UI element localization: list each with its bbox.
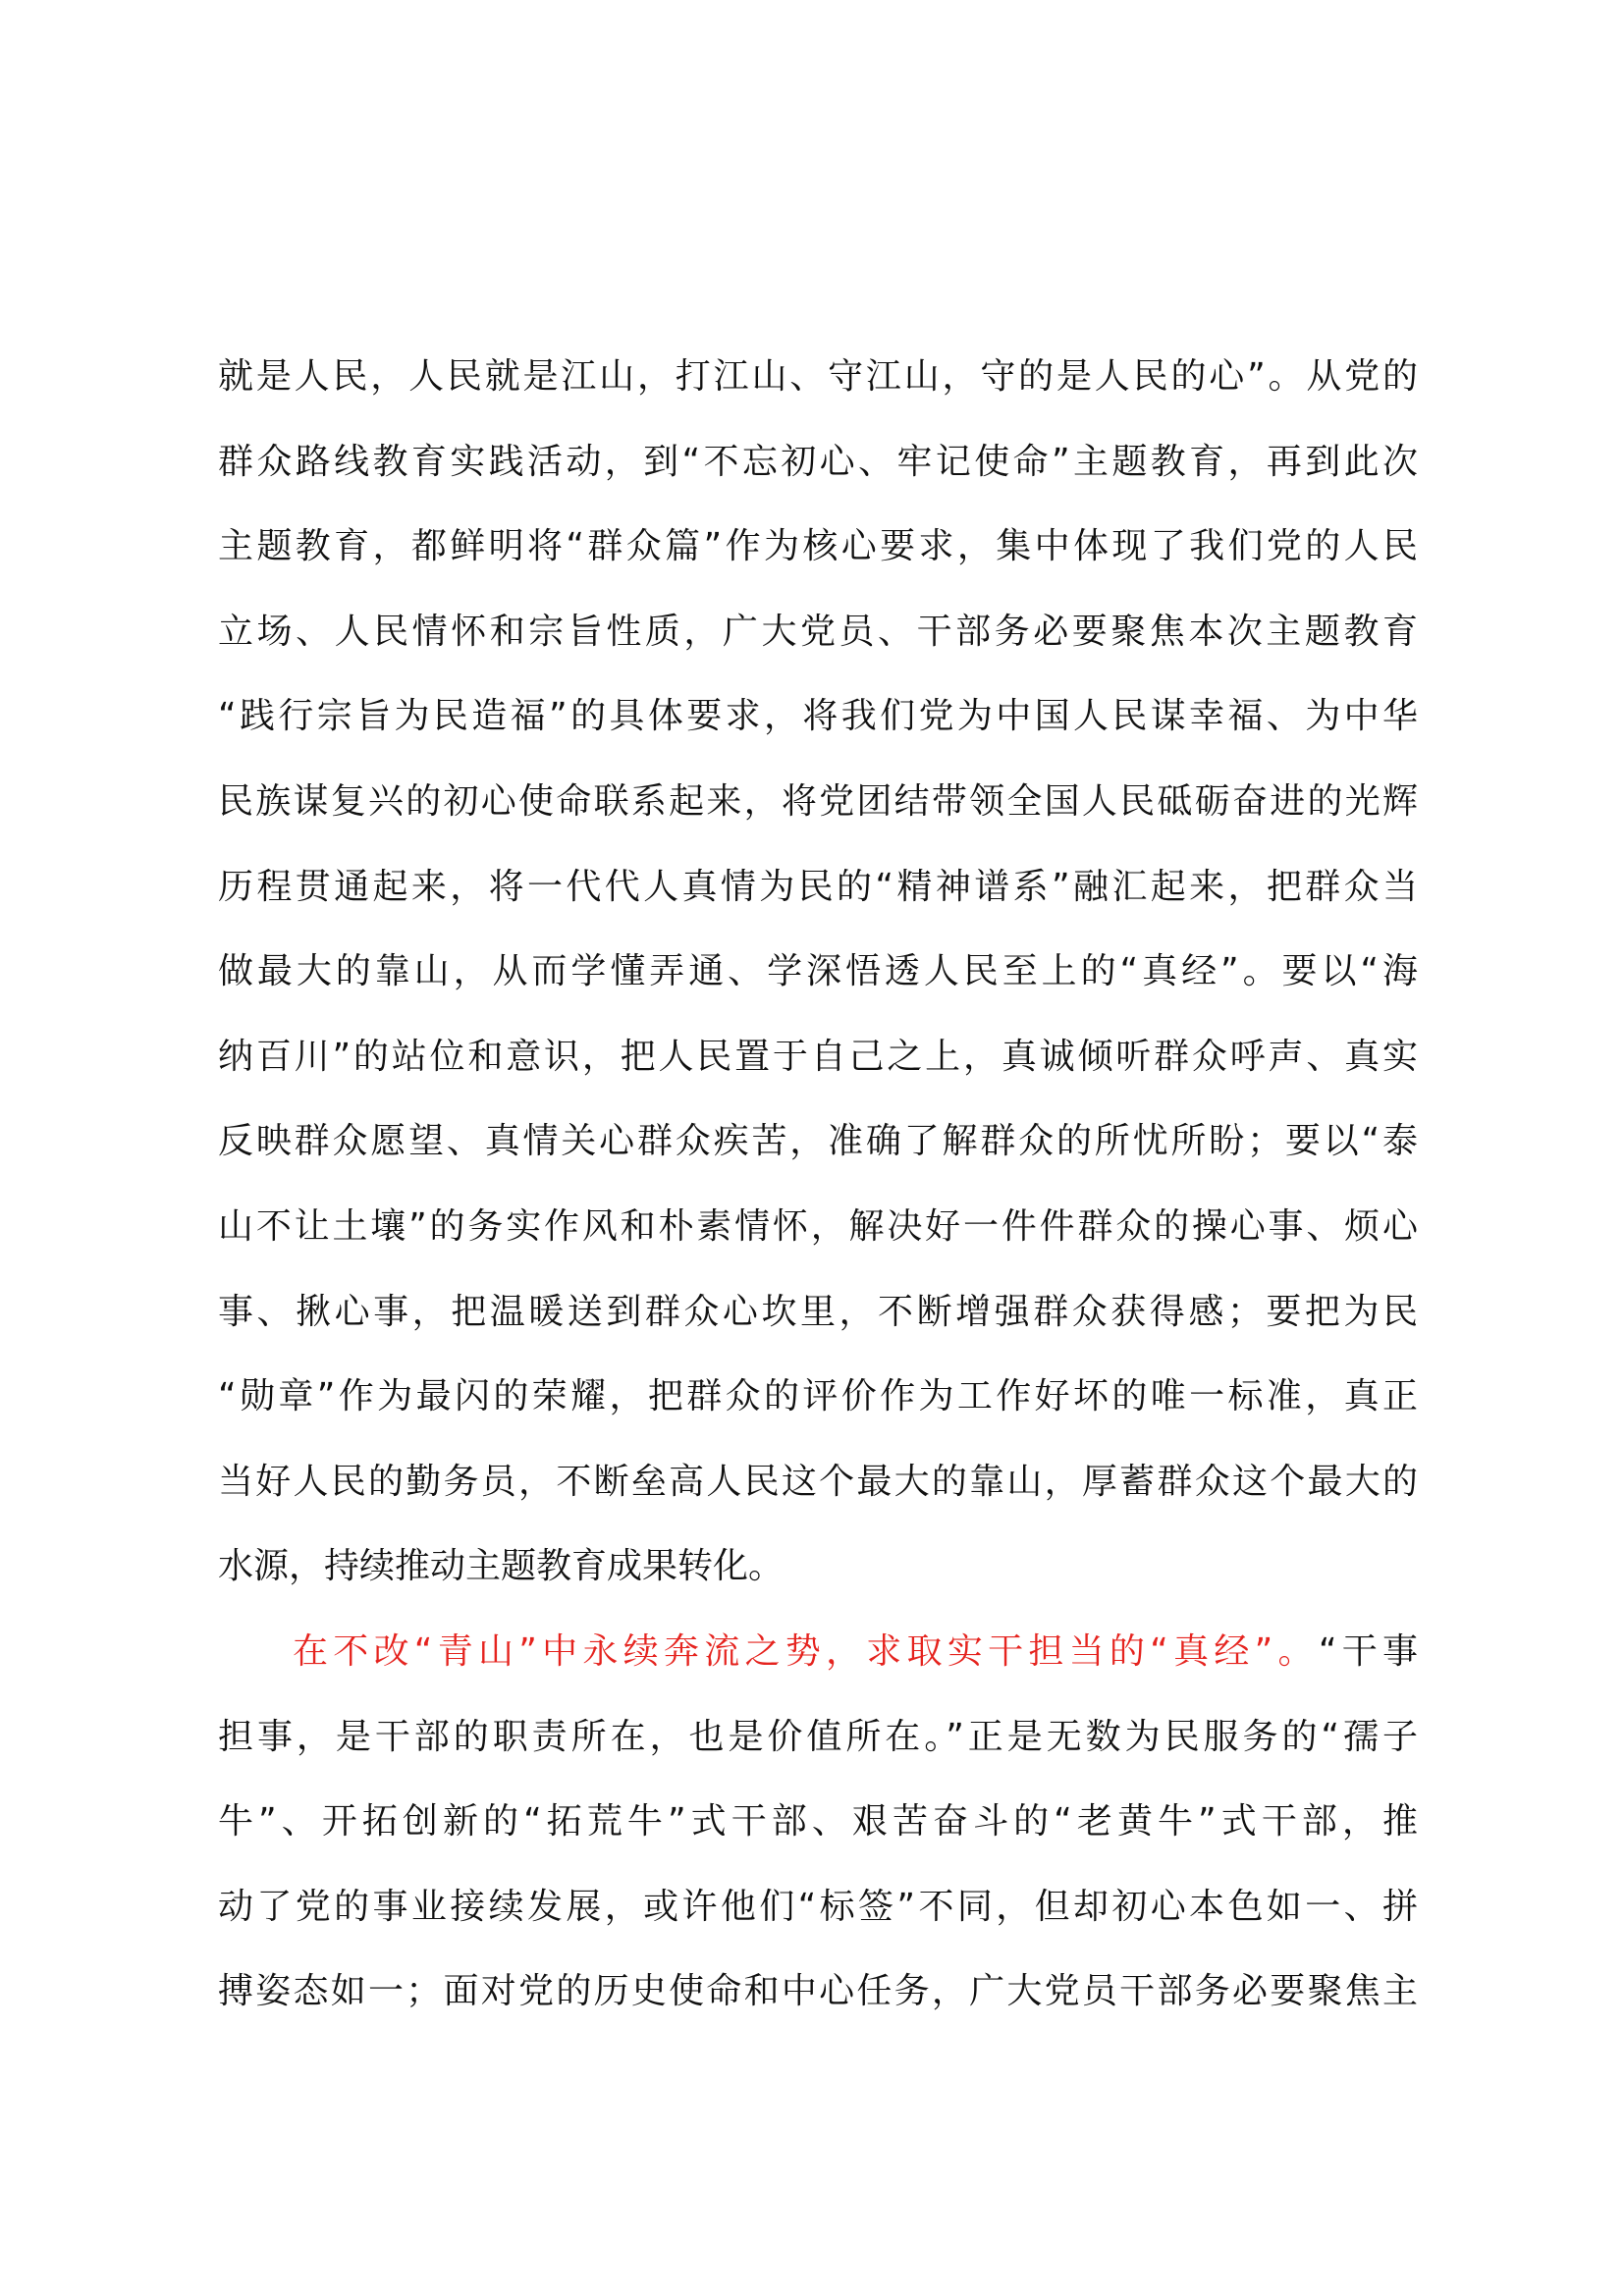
paragraph-line: 历程贯通起来，将一代代人真情为民的“精神谱系”融汇起来，把群众当 bbox=[218, 866, 1418, 907]
section-heading: 在不改“青山”中永续奔流之势，求取实干担当的“真经”。 bbox=[293, 1630, 1319, 1672]
paragraph-line: 反映群众愿望、真情关心群众疾苦，准确了解群众的所忧所盼；要以“泰 bbox=[218, 1121, 1418, 1162]
paragraph-line: 当好人民的勤务员，不断垒高人民这个最大的靠山，厚蓄群众这个最大的 bbox=[218, 1461, 1418, 1502]
heading-continuation: “干事 bbox=[1318, 1630, 1418, 1672]
paragraph-line: 担事，是干部的职责所在，也是价值所在。”正是无数为民服务的“孺子 bbox=[218, 1716, 1418, 1757]
paragraph-line: 民族谋复兴的初心使命联系起来，将党团结带领全国人民砥砺奋进的光辉 bbox=[218, 780, 1418, 822]
paragraph-line: 搏姿态如一；面对党的历史使命和中心任务，广大党员干部务必要聚焦主 bbox=[218, 1971, 1418, 2012]
section-heading-line bbox=[218, 1610, 1418, 1695]
paragraph-line: 就是人民，人民就是江山，打江山、守江山，守的是人民的心”。从党的 bbox=[218, 356, 1418, 397]
paragraph-line: 纳百川”的站位和意识，把人民置于自己之上，真诚倾听群众呼声、真实 bbox=[218, 1036, 1418, 1077]
paragraph-line: 事、揪心事，把温暖送到群众心坎里，不断增强群众获得感；要把为民 bbox=[218, 1291, 1418, 1332]
paragraph-line: 山不让土壤”的务实作风和朴素情怀，解决好一件件群众的操心事、烦心 bbox=[218, 1205, 1418, 1247]
paragraph-line: 动了党的事业接续发展，或许他们“标签”不同，但却初心本色如一、拼 bbox=[218, 1886, 1418, 1927]
paragraph-line: 水源，持续推动主题教育成果转化。 bbox=[218, 1546, 785, 1587]
paragraph-line: 群众路线教育实践活动，到“不忘初心、牢记使命”主题教育，再到此次 bbox=[218, 441, 1418, 482]
body-text bbox=[218, 335, 1418, 2035]
paragraph-line: “勋章”作为最闪的荣耀，把群众的评价作为工作好坏的唯一标准，真正 bbox=[218, 1376, 1418, 1417]
paragraph-line: 做最大的靠山，从而学懂弄通、学深悟透人民至上的“真经”。要以“海 bbox=[218, 951, 1418, 992]
paragraph-line: 牛”、开拓创新的“拓荒牛”式干部、艰苦奋斗的“老黄牛”式干部，推 bbox=[218, 1801, 1418, 1842]
paragraph-line: 主题教育，都鲜明将“群众篇”作为核心要求，集中体现了我们党的人民 bbox=[218, 526, 1418, 567]
paragraph-line: “践行宗旨为民造福”的具体要求，将我们党为中国人民谋幸福、为中华 bbox=[218, 696, 1418, 737]
paragraph-line: 立场、人民情怀和宗旨性质，广大党员、干部务必要聚焦本次主题教育 bbox=[218, 611, 1418, 652]
